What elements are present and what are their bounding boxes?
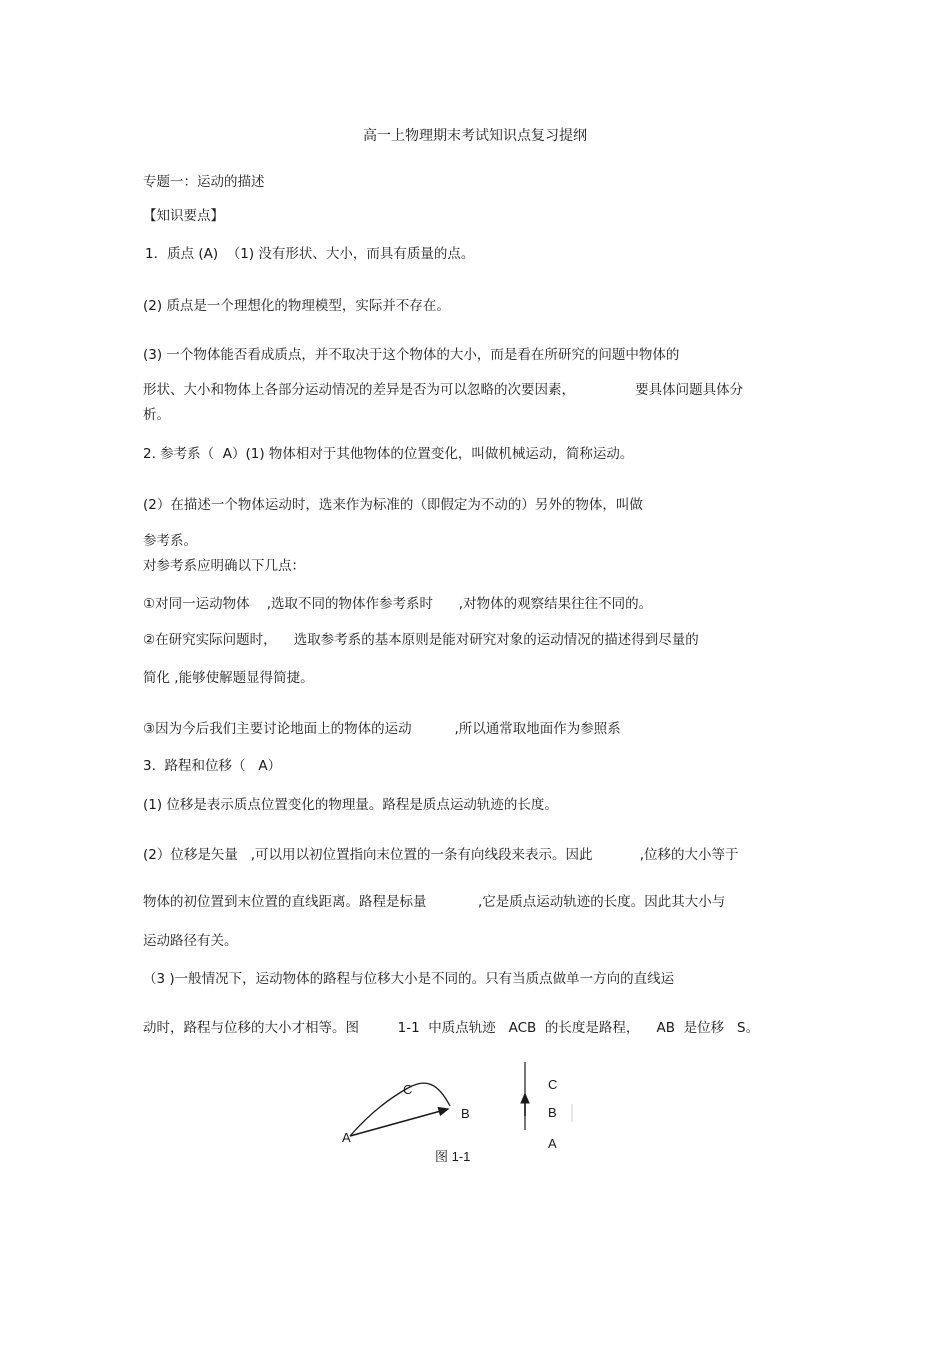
reference-note-2-line-1: ②在研究实际问题时， 选取参考系的基本原则是能对研究对象的运动情况的描述得到尽量的 [143,632,699,648]
reference-notes-heading: 对参考系应明确以下几点： [143,558,305,574]
figure-caption: 图 1-1 [435,1149,471,1164]
point-1-sub-3-line-2: 形状、大小和物体上各部分运动情况的差异是否为可以忽略的次要因素， 要具体问题具体分 [143,382,744,398]
label-left-b: B [461,1106,470,1121]
point-2-line: 2. 参考系（ A）(1) 物体相对于其他物体的位置变化，叫做机械运动，简称运动。 [143,446,634,462]
point-3-sub-3-line-1: （3 )一般情况下，运动物体的路程与位移大小是不同的。只有当质点做单一方向的直线运 [143,971,675,987]
displacement-arrow [350,1109,448,1136]
reference-note-1: ①对同一运动物体 ,选取不同的物体作参考系时 ,对物体的观察结果往往不同的。 [143,596,653,612]
label-left-a: A [342,1130,351,1145]
knowledge-points-heading: 【知识要点】 [143,208,224,224]
document-title: 高一上物理期末考试知识点复习提纲 [363,128,587,144]
point-3-sub-3-line-2: 动时，路程与位移的大小才相等。图 1-1 中质点轨迹 ACB 的长度是路程， AB 是位移 S。 [143,1020,760,1036]
reference-note-2-line-2: 简化 ,能够使解题显得简捷。 [143,670,314,686]
point-1-line: 1．质点 (A) （1) 没有形状、大小，而具有质量的点。 [145,246,475,262]
point-3-line: 3. 路程和位移（ A） [143,758,282,774]
label-right-c: C [548,1077,558,1092]
trajectory-curve [350,1083,450,1136]
point-1-sub-2: (2) 质点是一个理想化的物理模型，实际并不存在。 [143,298,450,314]
label-right-a: A [548,1136,557,1151]
point-3-sub-1: (1) 位移是表示质点位置变化的物理量。路程是质点运动轨迹的长度。 [143,797,558,813]
point-1-sub-3-line-3: 析。 [143,407,170,423]
point-3-sub-2-line-3: 运动路径有关。 [143,933,238,949]
reference-note-3: ③因为今后我们主要讨论地面上的物体的运动 ,所以通常取地面作为参照系 [143,721,621,737]
point-3-sub-2-line-2: 物体的初位置到末位置的直线距离。路程是标量 ,它是质点运动轨迹的长度。因此其大小与 [143,894,726,910]
figure-1-1 [330,1058,590,1170]
point-3-sub-2-line-1: (2）位移是矢量 ,可以用以初位置指向末位置的一条有向线段来表示。因此 ,位移的大小等于 [143,847,739,863]
point-2-sub-2-line-2: 参考系。 [143,533,197,549]
label-left-c: C [403,1082,413,1097]
point-1-sub-3-line-1: (3) 一个物体能否看成质点，并不取决于这个物体的大小，而是看在所研究的问题中物体的 [143,347,680,363]
point-2-sub-2-line-1: (2）在描述一个物体运动时，选来作为标准的（即假定为不动的）另外的物体，叫做 [143,497,643,513]
label-right-b: B [548,1105,557,1120]
section-heading: 专题一：运动的描述 [143,174,265,190]
